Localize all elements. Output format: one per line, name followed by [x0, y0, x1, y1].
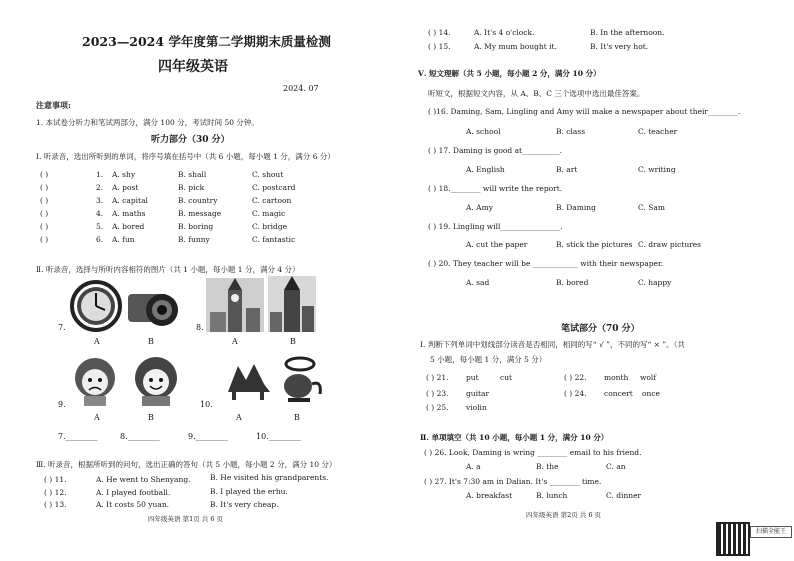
word-1: guitar — [466, 389, 490, 398]
question-text[interactable]: ( ) 20. They teacher will be ____________ with their newspaper. — [428, 259, 664, 268]
question-number[interactable]: ( ) 23. — [426, 389, 449, 398]
notes-text: 1. 本试卷分听力和笔试两部分，满分 100 分，考试时间 50 分钟。 — [36, 118, 259, 127]
option-b: B. class — [556, 127, 586, 136]
option-a: A. Amy — [466, 203, 493, 212]
sad-girl-image[interactable] — [70, 352, 120, 406]
option-b: B. art — [556, 165, 578, 174]
word-2: wolf — [640, 373, 657, 382]
question-text[interactable]: ( ) 27. It's 7:30 am in Dalian. It's ________ time. — [424, 477, 602, 486]
page-footer-left: 四年级英语 第1页 共 6 页 — [148, 515, 224, 523]
wpart2-heading: Ⅱ. 单项填空（共 10 小题，每小题 1 分，满分 10 分） — [420, 433, 609, 442]
option-c: C. dinner — [606, 491, 642, 500]
answer-blank-7[interactable]: 7.________ — [58, 432, 98, 441]
option-b: B. Daming — [556, 203, 596, 212]
option-a: A. post — [112, 183, 139, 192]
option-a: A. shy — [112, 170, 136, 179]
tower-image[interactable] — [268, 276, 316, 332]
question-number[interactable]: ( ) 11. — [44, 475, 67, 484]
page-footer-right: 四年级英语 第2页 共 6 页 — [526, 511, 602, 519]
label-a: A — [236, 413, 242, 422]
label-a: A — [232, 337, 238, 346]
option-a: A. cut the paper — [466, 240, 528, 249]
option-a: A. It costs 50 yuan. — [96, 500, 170, 509]
answer-blank-8[interactable]: 8.________ — [120, 432, 160, 441]
option-a: A. capital — [112, 196, 148, 205]
question-text[interactable]: ( ) 17. Daming is good at__________. — [428, 146, 562, 155]
question-number[interactable]: ( ) 24. — [564, 389, 587, 398]
question-number[interactable]: ( ) 15. — [428, 42, 451, 51]
question-number: 6. — [96, 235, 104, 244]
wpart1-heading: Ⅰ. 判断下列单词中划线部分读音是否相同，相同的写“ √ ”，不同的写“ × ”。（共 — [420, 340, 685, 349]
question-text[interactable]: ( )16. Daming, Sam, Lingling and Amy will make a newspaper about their________. — [428, 107, 741, 116]
option-b: B. stick the pictures — [556, 240, 633, 249]
option-c: C. fantastic — [252, 235, 296, 244]
part1-heading: Ⅰ. 听录音，选出所听到的单词，将序号填在括号中（共 6 小题，每小题 1 分，满分 6 分） — [36, 152, 335, 161]
option-b: B. bored — [556, 278, 589, 287]
wpart1-heading-cont: 5 小题，每小题 1 分，满分 5 分） — [430, 355, 547, 364]
option-a: A. My mum bought it. — [474, 42, 557, 51]
question-number: 5. — [96, 222, 104, 231]
option-c: C. happy — [638, 278, 672, 287]
option-c: C. Sam — [638, 203, 665, 212]
option-b: B. It's very hot. — [590, 42, 649, 51]
happy-girl-image[interactable] — [130, 352, 182, 406]
q7-label: 7. — [58, 323, 66, 332]
label-a: A — [94, 337, 100, 346]
qr-code-icon — [716, 522, 750, 556]
label-a: A — [94, 413, 100, 422]
option-c: C. magic — [252, 209, 286, 218]
word-1: put — [466, 373, 479, 382]
option-a: A. fun — [112, 235, 135, 244]
word-2: once — [642, 389, 660, 398]
part5-heading: Ⅴ. 短文理解（共 5 小题，每小题 2 分，满分 10 分） — [418, 69, 601, 78]
option-c: C. teacher — [638, 127, 678, 136]
option-b: B. I played the erhu. — [210, 487, 288, 496]
option-b: B. the — [536, 462, 559, 471]
q10-label: 10. — [200, 400, 213, 409]
option-b: B. funny — [178, 235, 210, 244]
option-a: A. a — [466, 462, 481, 471]
option-c: C. draw pictures — [638, 240, 702, 249]
answer-paren[interactable]: ( ) — [40, 235, 49, 244]
exam-title: 2023—2024 学年度第二学期期末质量检测 — [82, 34, 331, 49]
written-title: 笔试部分（70 分） — [561, 324, 640, 334]
answer-paren[interactable]: ( ) — [40, 209, 49, 218]
option-c: C. an — [606, 462, 626, 471]
option-c: C. cartoon — [252, 196, 292, 205]
answer-blank-9[interactable]: 9.________ — [188, 432, 228, 441]
option-a: A. He went to Shenyang. — [96, 475, 191, 484]
question-number: 4. — [96, 209, 104, 218]
part2-heading: Ⅱ. 听录音，选择与所听内容相符的图片（共 1 小题，每小题 1 分，满分 4 分） — [36, 265, 300, 274]
label-b: B — [294, 413, 300, 422]
scanner-badge: 扫描全能王 — [750, 526, 792, 538]
word-1: concert — [604, 389, 633, 398]
big-ben-image[interactable] — [206, 278, 264, 332]
animals-image[interactable] — [224, 358, 274, 402]
option-a: A. bored — [112, 222, 145, 231]
question-number[interactable]: ( ) 14. — [428, 28, 451, 37]
answer-paren[interactable]: ( ) — [40, 183, 49, 192]
clock-image[interactable] — [70, 280, 122, 332]
teapot-image[interactable] — [278, 350, 324, 406]
option-c: C. writing — [638, 165, 676, 174]
q9-label: 9. — [58, 400, 66, 409]
option-b: B. shall — [178, 170, 207, 179]
listening-title: 听力部分（30 分） — [151, 135, 230, 145]
question-number: 1. — [96, 170, 104, 179]
option-a: A. I played football. — [96, 488, 171, 497]
option-b: B. He visited his grandparents. — [210, 473, 329, 482]
part3-heading: Ⅲ. 听录音，根据所听到的问句，选出正确的答句（共 5 小题，每小题 2 分，满分 10 分） — [36, 460, 337, 469]
option-b: B. In the afternoon. — [590, 28, 665, 37]
answer-blank-10[interactable]: 10.________ — [256, 432, 301, 441]
exam-date: 2024. 07 — [283, 84, 319, 93]
question-number[interactable]: ( ) 13. — [44, 500, 67, 509]
question-number: 3. — [96, 196, 104, 205]
notes-label: 注意事项: — [36, 100, 71, 110]
option-c: C. postcard — [252, 183, 296, 192]
question-text[interactable]: ( ) 19. Lingling will________________. — [428, 222, 563, 231]
option-b: B. country — [178, 196, 218, 205]
answer-paren[interactable]: ( ) — [40, 196, 49, 205]
q8-label: 8. — [196, 323, 204, 332]
word-1: violin — [466, 403, 487, 412]
question-number[interactable]: ( ) 22. — [564, 373, 587, 382]
option-a: A. maths — [112, 209, 146, 218]
word-2: cut — [500, 373, 513, 382]
camera-image[interactable] — [126, 284, 184, 330]
option-a: A. English — [466, 165, 505, 174]
answer-paren[interactable]: ( ) — [40, 222, 49, 231]
part5-intro: 听短文，根据短文内容，从 A、B、C 三个选项中选出最佳答案。 — [428, 89, 645, 98]
option-a: A. breakfast — [466, 491, 513, 500]
option-b: B. lunch — [536, 491, 568, 500]
option-b: B. boring — [178, 222, 214, 231]
option-a: A. school — [466, 127, 501, 136]
option-a: A. It's 4 o'clock. — [474, 28, 535, 37]
option-a: A. sad — [466, 278, 490, 287]
label-b: B — [290, 337, 296, 346]
option-b: B. It's very cheap. — [210, 500, 279, 509]
question-text[interactable]: ( ) 26. Look, Daming is wring ________ email to his friend. — [424, 448, 642, 457]
exam-subject: 四年级英语 — [158, 59, 228, 75]
question-number[interactable]: ( ) 25. — [426, 403, 449, 412]
question-number[interactable]: ( ) 21. — [426, 373, 449, 382]
label-b: B — [148, 337, 154, 346]
question-number: 2. — [96, 183, 104, 192]
option-c: C. shout — [252, 170, 284, 179]
question-text[interactable]: ( ) 18.________ will write the report. — [428, 184, 563, 193]
answer-paren[interactable]: ( ) — [40, 170, 49, 179]
label-b: B — [148, 413, 154, 422]
question-number[interactable]: ( ) 12. — [44, 488, 67, 497]
word-1: month — [604, 373, 629, 382]
option-b: B. pick — [178, 183, 205, 192]
option-b: B. message — [178, 209, 222, 218]
option-c: C. bridge — [252, 222, 288, 231]
